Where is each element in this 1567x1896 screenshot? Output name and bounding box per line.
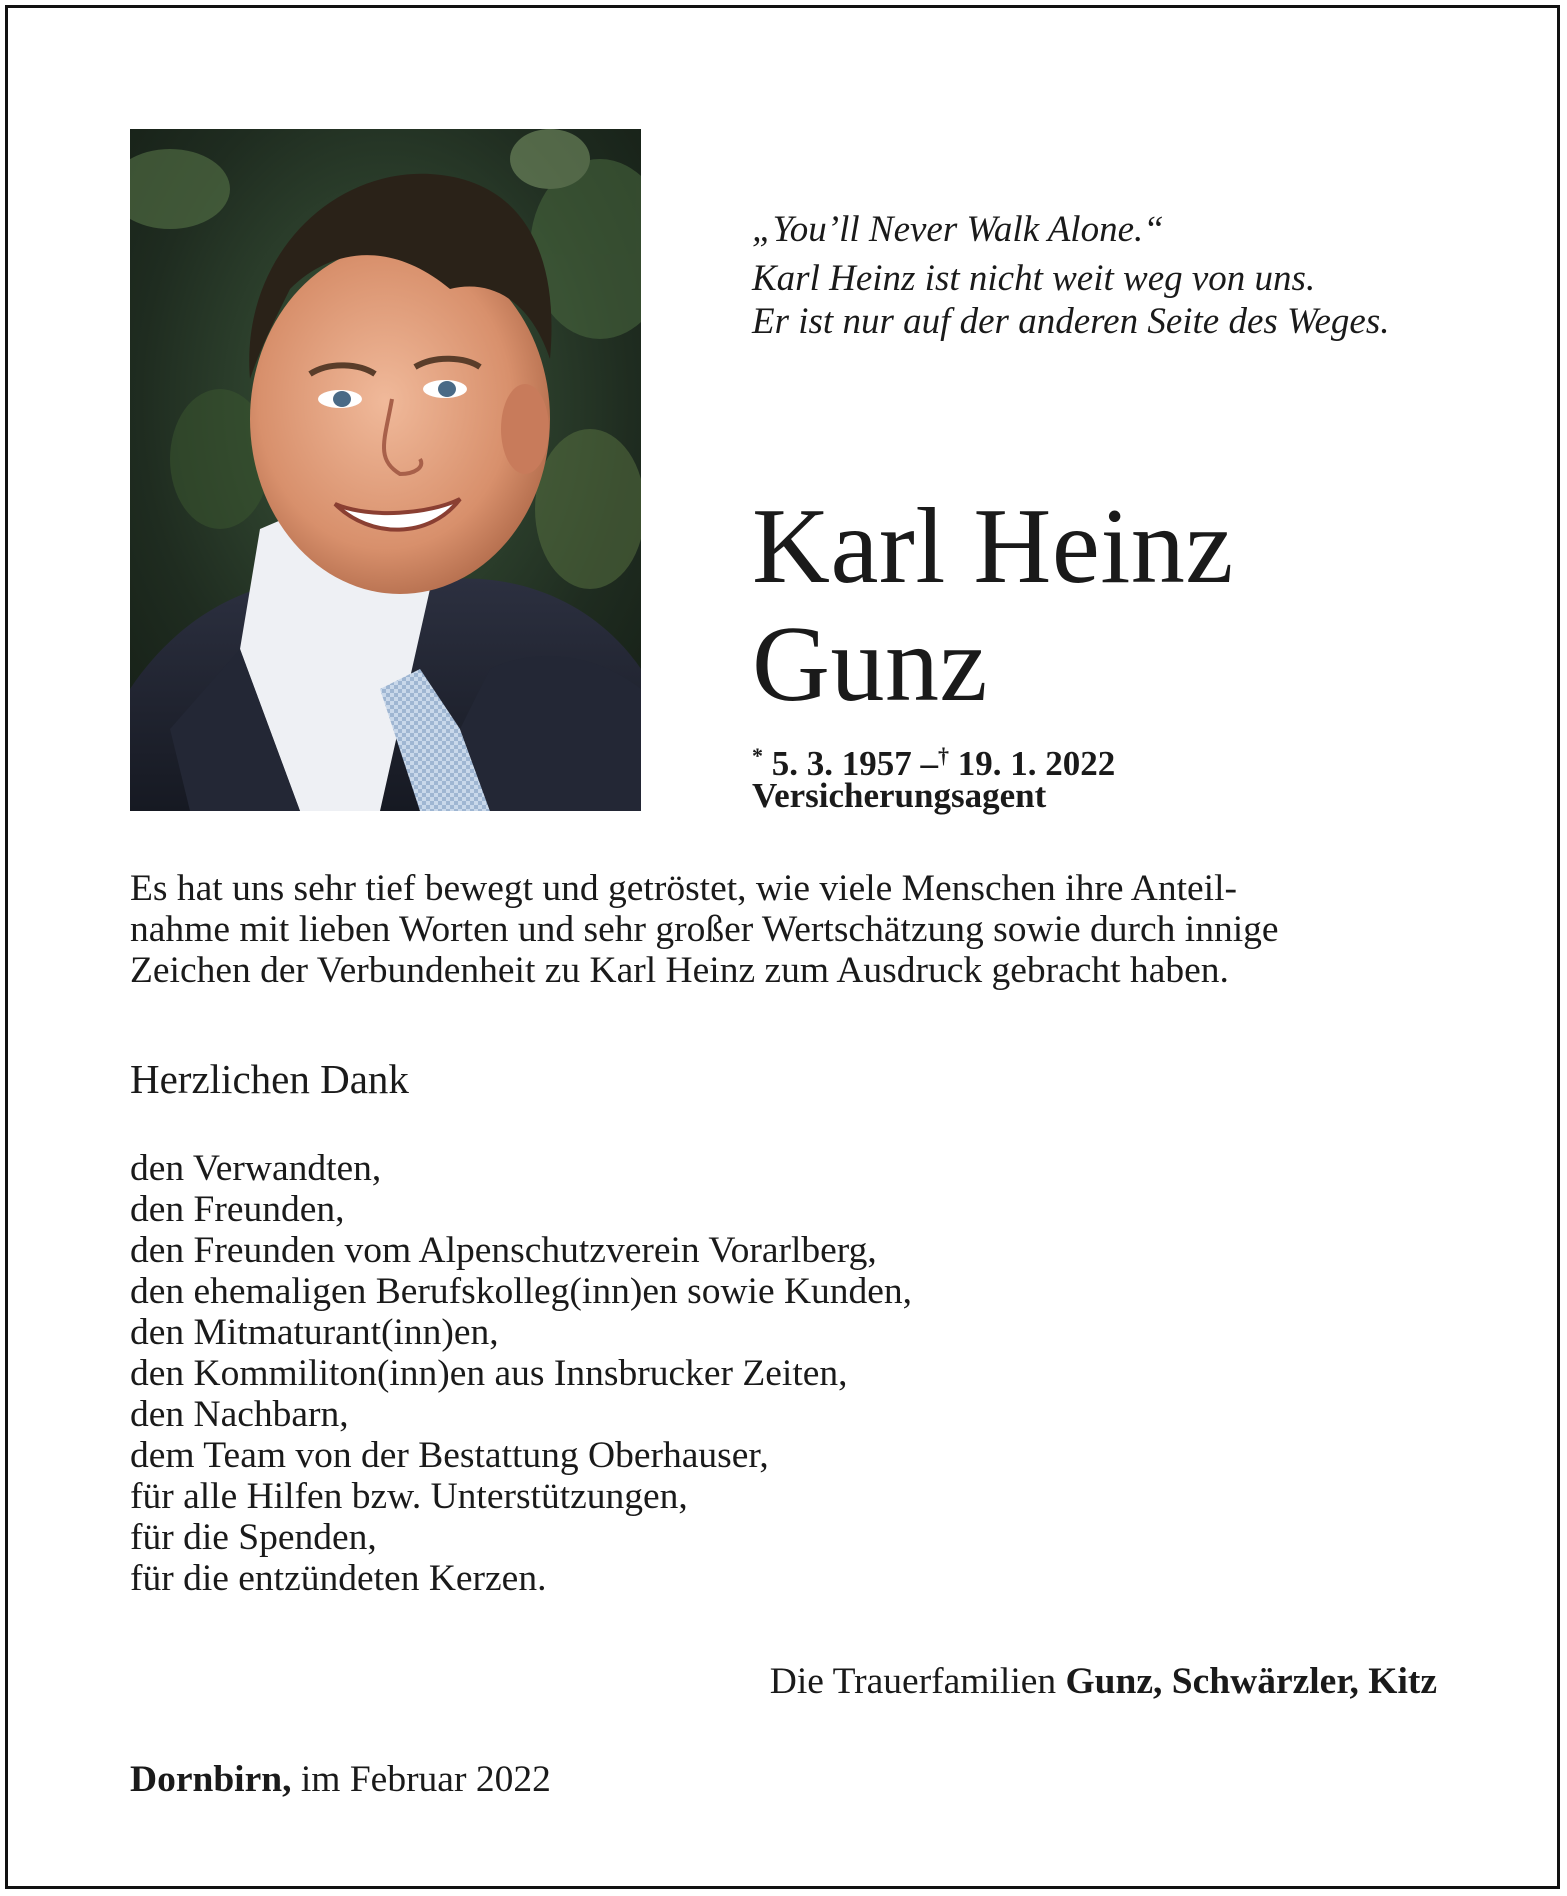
quote-line: Er ist nur auf der anderen Seite des Weges. <box>752 301 1390 342</box>
portrait-photo <box>130 129 641 811</box>
birth-date: 5. 3. 1957 <box>771 744 912 783</box>
thanks-item: für alle Hilfen bzw. Unterstützungen, <box>130 1476 688 1517</box>
message-line: Es hat uns sehr tief bewegt und getröstet, wie viele Menschen ihre Anteil- <box>130 868 1237 909</box>
date-separator: – <box>920 744 938 783</box>
message-line: nahme mit lieben Worten und sehr großer Wertschätzung sowie durch innige <box>130 909 1279 950</box>
signature-prefix: Die Trauerfamilien <box>769 1661 1057 1702</box>
quote-line: Karl Heinz ist nicht weit weg von uns. <box>752 258 1316 299</box>
birth-symbol: * <box>752 743 763 768</box>
place: Dornbirn, <box>130 1759 292 1800</box>
thanks-item: für die Spenden, <box>130 1517 377 1558</box>
thanks-item: den Mitmaturant(inn)en, <box>130 1312 499 1353</box>
thanks-item: den ehemaligen Berufskolleg(inn)en sowie Kunden, <box>130 1271 913 1312</box>
memorial-quote <box>752 208 1492 343</box>
thanks-item: für die entzündeten Kerzen. <box>130 1558 547 1599</box>
thanks-item: den Kommiliton(inn)en aus Innsbrucker Zeiten, <box>130 1353 848 1394</box>
death-symbol: † <box>938 743 949 768</box>
thanks-item: den Freunden, <box>130 1189 345 1230</box>
thanks-item: dem Team von der Bestattung Oberhauser, <box>130 1435 769 1476</box>
deceased-name <box>752 488 1234 724</box>
thanks-item: den Verwandten, <box>130 1148 382 1189</box>
place-date <box>130 1758 551 1802</box>
thanks-heading: Herzlichen Dank <box>130 1056 409 1102</box>
death-date: 19. 1. 2022 <box>957 744 1116 783</box>
occupation: Versicherungsagent <box>752 776 1047 815</box>
quote-title: „You’ll Never Walk Alone.“ <box>752 209 1164 250</box>
thanks-list <box>130 1148 912 1599</box>
message-line: Zeichen der Verbundenheit zu Karl Heinz zum Ausdruck gebracht haben. <box>130 950 1229 991</box>
date: im Februar 2022 <box>300 1759 551 1800</box>
family-names: Gunz, Schwärzler, Kitz <box>1065 1661 1437 1702</box>
thanks-item: den Nachbarn, <box>130 1394 349 1435</box>
name-line-last: Gunz <box>752 605 988 724</box>
thanks-item: den Freunden vom Alpenschutzverein Vorarlberg, <box>130 1230 877 1271</box>
gratitude-message <box>130 868 1436 991</box>
name-line-first: Karl Heinz <box>752 487 1234 606</box>
family-signature <box>770 1660 1437 1704</box>
